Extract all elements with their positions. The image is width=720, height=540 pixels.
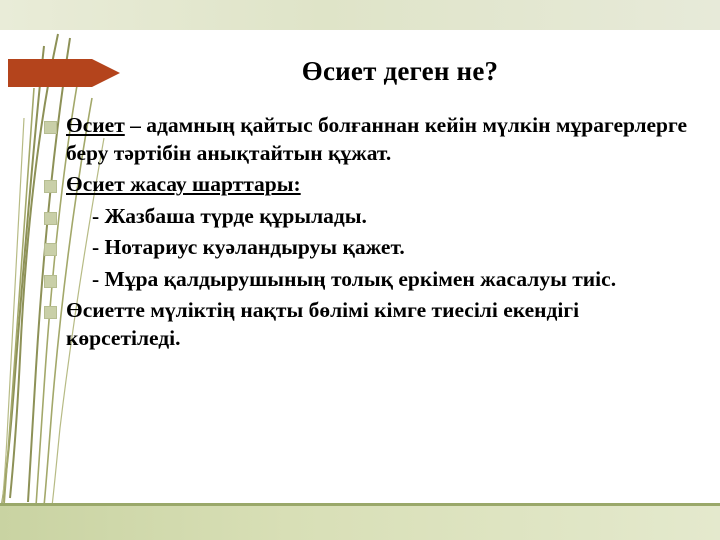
list-item [44, 112, 694, 167]
bottom-decorative-band [0, 506, 720, 540]
bullet-square-icon [44, 112, 66, 134]
list-item-text [66, 171, 694, 199]
bullet-list [44, 112, 694, 356]
list-item [44, 171, 694, 199]
list-item [44, 234, 694, 262]
bullet-square-icon [44, 297, 66, 319]
top-decorative-band [0, 0, 720, 30]
bullet-square-icon [44, 171, 66, 193]
list-item-text [66, 297, 694, 352]
list-item [44, 203, 694, 231]
arrow-banner-decoration [8, 55, 120, 91]
list-item-lead: Өсиет жасау шарттары: [66, 172, 301, 197]
list-item-text [66, 203, 694, 231]
list-item-body: - Нотариус куәландыруы қажет. [92, 235, 405, 260]
bullet-square-icon [44, 266, 66, 288]
list-item-body: - Мұра қалдырушының толық еркімен жасалуы тиіс. [92, 266, 617, 291]
list-item-body: Өсиетте мүліктің нақты бөлімі кімге тиесілі екендігі көрсетіледі. [66, 298, 580, 350]
list-item-lead: Өсиет [66, 113, 125, 137]
list-item-body: – адамның қайтыс болғаннан кейін мүлкін мұрагерлерге беру тәртібін анықтайтын құжат. [66, 113, 688, 165]
list-item [44, 297, 694, 352]
list-item-body: - Жазбаша түрде құрылады. [92, 203, 367, 228]
list-item-text [66, 266, 694, 294]
list-item [44, 266, 694, 294]
list-item-text [66, 112, 694, 167]
bullet-square-icon [44, 203, 66, 225]
bullet-square-icon [44, 234, 66, 256]
list-item-text [66, 234, 694, 262]
page-title: Өсиет деген не? [301, 56, 499, 86]
